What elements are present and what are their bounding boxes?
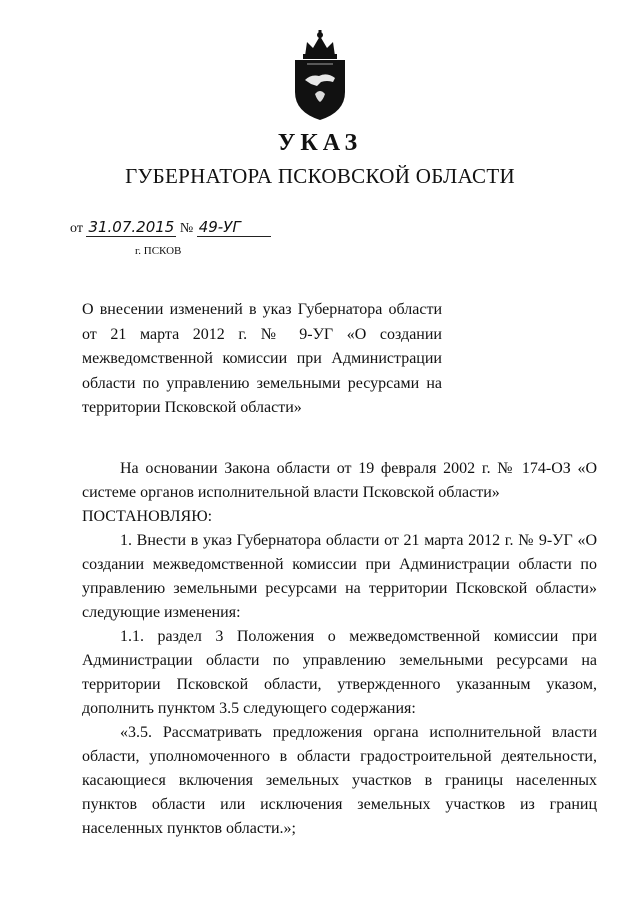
document-body	[82, 457, 597, 841]
preamble-paragraph: На основании Закона области от 19 февраля 2002 г. № 174-ОЗ «О системе органов исполнительной власти Псковской области»	[82, 460, 597, 501]
clause-1-paragraph: 1. Внести в указ Губернатора области от 21 марта 2012 г. № 9-УГ «О создании межведомственной комиссии при Администрации области по управлению земельными ресурсами на территории Псковской области» следующие изменения:	[82, 532, 597, 621]
decree-word: ПОСТАНОВЛЯЮ:	[82, 508, 213, 525]
clause-3-5-paragraph: «3.5. Рассматривать предложения органа исполнительной власти области, уполномоченного в области градостроительной деятельности, касающиеся включения земельных участков в границы населенных пунктов области или исключения земельных участков из границ населенных пунктов области.»;	[82, 724, 597, 837]
handwritten-number: 49-УГ	[197, 218, 271, 237]
document-subject: О внесении изменений в указ Губернатора области от 21 марта 2012 г. № 9-УГ «О создании межведомственной комиссии при Администрации области по управлению земельными ресурсами на территории Псковской области»	[82, 301, 442, 416]
registration-line	[70, 218, 271, 237]
handwritten-date: 31.07.2015	[88, 218, 175, 236]
pskov-coat-of-arms-icon	[287, 30, 353, 122]
document-title: УКАЗ	[277, 130, 363, 156]
date-prefix: от	[70, 221, 83, 236]
city-label: г. ПСКОВ	[135, 245, 182, 257]
document-subtitle: ГУБЕРНАТОРА ПСКОВСКОЙ ОБЛАСТИ	[125, 164, 515, 188]
number-prefix: №	[179, 221, 194, 236]
clause-1-1-paragraph: 1.1. раздел 3 Положения о межведомственной комиссии при Администрации области по управлению земельными ресурсами на территории Псковской области, утвержденного указанным указом, дополнить пунктом 3.5 следующего содержания:	[82, 628, 597, 717]
